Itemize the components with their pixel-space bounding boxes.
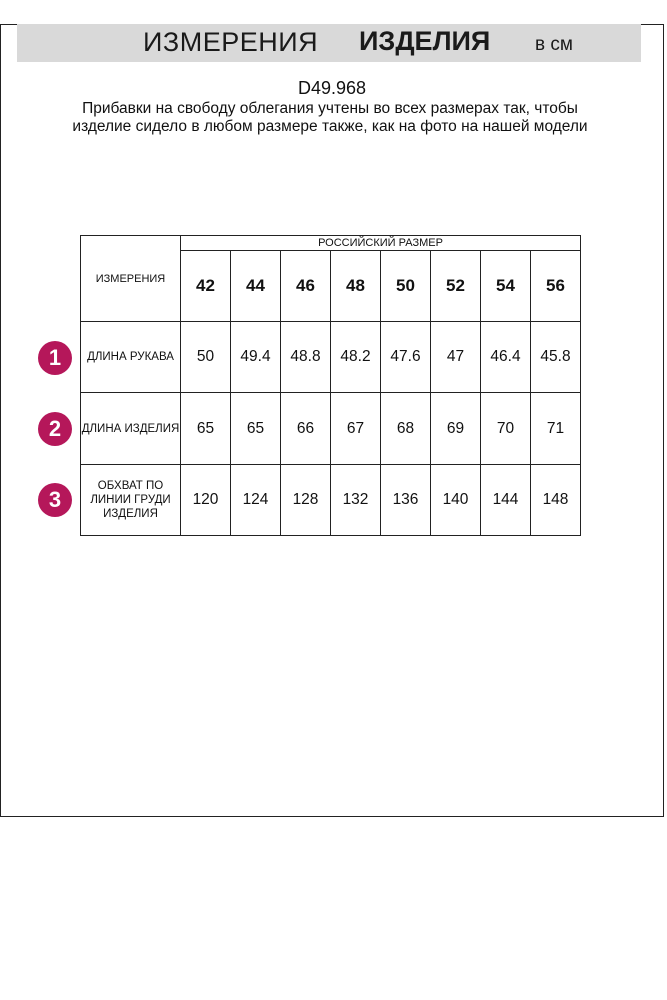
cell-value: 132	[331, 465, 381, 536]
measurements-table	[80, 235, 581, 536]
cell-value: 144	[481, 465, 531, 536]
cell-value: 71	[531, 393, 581, 465]
cell-value: 65	[181, 393, 231, 465]
cell-value: 120	[181, 465, 231, 536]
row-label-sleeve-length: ДЛИНА РУКАВА	[81, 322, 181, 393]
cell-value: 49.4	[231, 322, 281, 393]
cell-value: 46.4	[481, 322, 531, 393]
title-part2: ИЗДЕЛИЯ	[359, 26, 491, 56]
cell-value: 67	[331, 393, 381, 465]
cell-value: 148	[531, 465, 581, 536]
size-header: 52	[431, 251, 481, 322]
cell-value: 45.8	[531, 322, 581, 393]
cell-value: 70	[481, 393, 531, 465]
size-header: 54	[481, 251, 531, 322]
cell-value: 140	[431, 465, 481, 536]
cell-value: 47.6	[381, 322, 431, 393]
row-label-chest-girth: ОБХВАТ ПО ЛИНИИ ГРУДИ ИЗДЕЛИЯ	[81, 465, 181, 536]
cell-value: 69	[431, 393, 481, 465]
cell-value: 47	[431, 322, 481, 393]
cell-value: 50	[181, 322, 231, 393]
cell-value: 68	[381, 393, 431, 465]
cell-value: 128	[281, 465, 331, 536]
product-code: D49.968	[297, 78, 367, 98]
corner-label: ИЗМЕРЕНИЯ	[81, 236, 181, 322]
cell-value: 48.8	[281, 322, 331, 393]
row-number-badge-1: 1	[38, 341, 72, 375]
size-header: 50	[381, 251, 431, 322]
title-part1: ИЗМЕРЕНИЯ	[143, 27, 319, 57]
table-row	[81, 322, 581, 393]
cell-value: 48.2	[331, 322, 381, 393]
cell-value: 136	[381, 465, 431, 536]
size-header: 56	[531, 251, 581, 322]
row-number-badge-2: 2	[38, 412, 72, 446]
size-header: 48	[331, 251, 381, 322]
cell-value: 65	[231, 393, 281, 465]
size-header: 42	[181, 251, 231, 322]
row-number-badge-3: 3	[38, 483, 72, 517]
fit-note: Прибавки на свободу облегания учтены во всех размерах так, чтобы изделие сидело в любом размере также, как на фото на нашей модели	[72, 100, 588, 135]
unit-label: в см	[535, 34, 573, 55]
size-group-header: РОССИЙСКИЙ РАЗМЕР	[181, 236, 581, 251]
table-row	[81, 393, 581, 465]
cell-value: 124	[231, 465, 281, 536]
table-row	[81, 465, 581, 536]
row-label-garment-length: ДЛИНА ИЗДЕЛИЯ	[81, 393, 181, 465]
title-bar	[17, 24, 641, 62]
size-header: 46	[281, 251, 331, 322]
size-header: 44	[231, 251, 281, 322]
cell-value: 66	[281, 393, 331, 465]
